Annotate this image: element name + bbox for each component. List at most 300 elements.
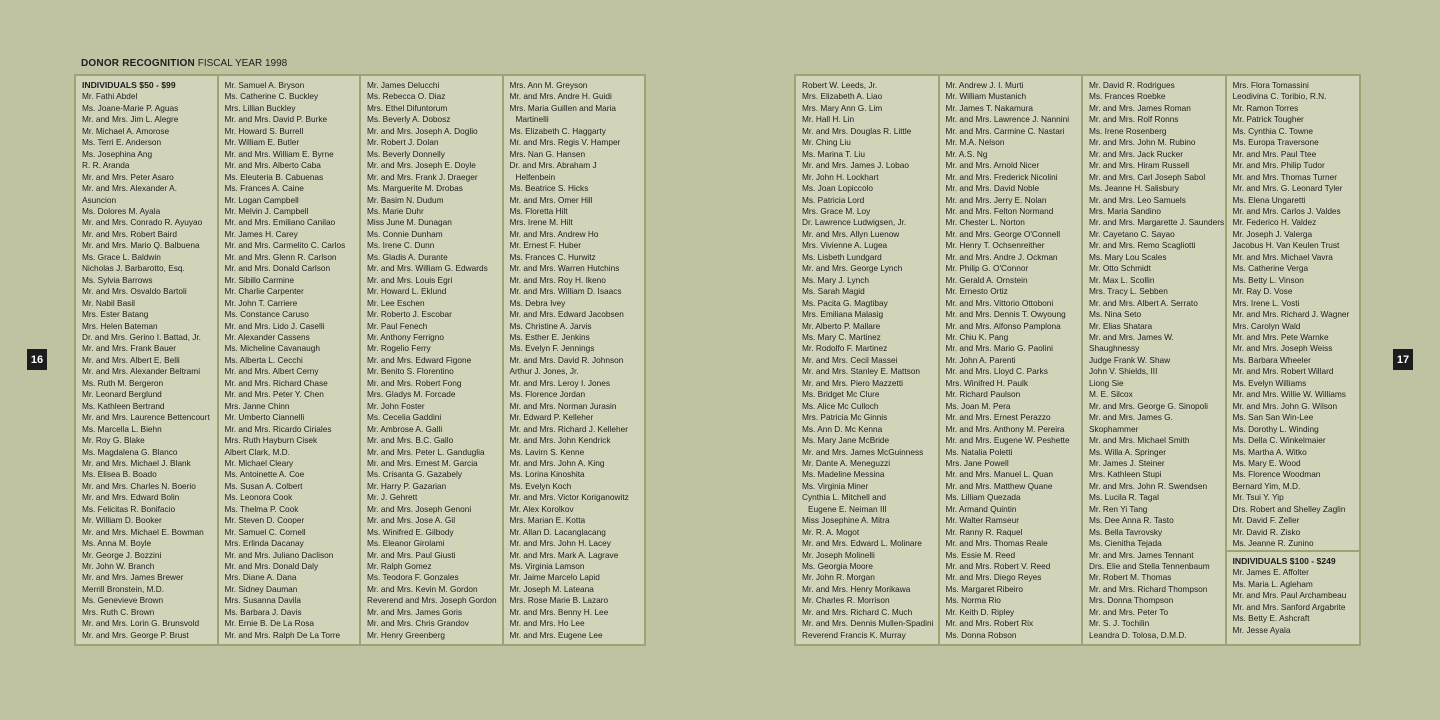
donor-name: Mr. Dante A. Meneguzzi bbox=[802, 457, 891, 468]
donor-name: Mr. Paul Fenech bbox=[367, 320, 428, 331]
donor-name: Ms. Ann D. Mc Kenna bbox=[802, 423, 883, 434]
donor-name: Mr. James J. Steiner bbox=[1089, 457, 1165, 468]
donor-name: Mrs. Helen Bateman bbox=[82, 320, 158, 331]
donor-name: Mr. and Mrs. Peter To bbox=[1089, 606, 1169, 617]
donor-name: Mrs. Lillian Buckley bbox=[224, 102, 296, 113]
donor-name: R. R. Aranda bbox=[82, 160, 130, 171]
donor-name: Ms. Donna Robson bbox=[945, 629, 1017, 640]
donor-name: Mrs. Maria Sandino bbox=[1089, 205, 1161, 216]
donor-name: Mr. and Mrs. Glenn R. Carlson bbox=[224, 251, 337, 262]
donor-name: Mr. Patrick Tougher bbox=[1232, 114, 1304, 125]
donor-name: Mr. and Mrs. Regis V. Hamper bbox=[509, 137, 621, 148]
donor-name: Ms. Sylvia Barrows bbox=[82, 274, 153, 285]
donor-name: Ms. Evelyn Koch bbox=[509, 480, 572, 491]
donor-name: Mr. and Mrs. James Roman bbox=[1089, 102, 1191, 113]
donor-name: Mr. and Mrs. Margarette J. Saunders bbox=[1089, 217, 1225, 228]
donor-name: Drs. Robert and Shelley Zaglin bbox=[1232, 503, 1346, 514]
donor-name: Mrs. Jane Powell bbox=[945, 457, 1009, 468]
donor-name: Mr. and Mrs. Edward Figone bbox=[367, 354, 472, 365]
donor-name: Ms. Grace L. Baldwin bbox=[82, 251, 161, 262]
donor-name: Mr. and Mrs. Hiram Russell bbox=[1089, 160, 1190, 171]
donor-name: Mr. Roberto J. Escobar bbox=[367, 309, 452, 320]
donor-name: Jacobus H. Van Keulen Trust bbox=[1232, 240, 1340, 251]
donor-name: Mr. M.A. Nelson bbox=[945, 137, 1005, 148]
donor-name: Mr. Roy G. Blake bbox=[82, 435, 145, 446]
donor-name: Mr. Michael Cleary bbox=[224, 457, 294, 468]
donor-name: Mr. Umberto Ciannelli bbox=[224, 412, 305, 423]
donor-name: Mr. Samuel A. Bryson bbox=[224, 80, 305, 90]
donor-name: Mrs. Diane A. Dana bbox=[224, 572, 297, 583]
donor-name: Mrs. Ann M. Greyson bbox=[509, 80, 588, 90]
donor-name: Mr. and Mrs. William G. Edwards bbox=[367, 263, 488, 274]
donor-name: Mr. and Mrs. Jim L. Alegre bbox=[82, 114, 179, 125]
donor-name: Ms. Margaret Ribeiro bbox=[945, 583, 1023, 594]
donor-name: Ms. Beatrice S. Hicks bbox=[509, 183, 589, 194]
donor-name: Mr. and Mrs. George P. Brust bbox=[82, 629, 189, 640]
donor-name: Ms. Gladis A. Durante bbox=[367, 251, 448, 262]
donor-name: Ms. Alberta L. Cecchi bbox=[224, 354, 303, 365]
donor-name: Mr. S. J. Tochilin bbox=[1089, 618, 1150, 629]
donor-column bbox=[504, 76, 645, 644]
donor-name: Ms. Catherine Verga bbox=[1232, 263, 1309, 274]
donor-name: Mr. and Mrs. Remo Scagliotti bbox=[1089, 240, 1196, 251]
donor-name: Mr. and Mrs. Mario Q. Balbuena bbox=[82, 240, 200, 251]
donor-column bbox=[1083, 76, 1225, 644]
donor-name: Mrs. Carolyn Wald bbox=[1232, 320, 1301, 331]
donor-name: Ms. Lisbeth Lundgard bbox=[802, 251, 882, 262]
donor-name: Mr. and Mrs. Andre J. Ockman bbox=[945, 251, 1058, 262]
page-number-left: 16 bbox=[27, 349, 47, 370]
donor-name: Mrs. Ester Batang bbox=[82, 309, 149, 320]
donor-column bbox=[796, 76, 938, 644]
donor-name: Mr. Richard Paulson bbox=[945, 389, 1021, 400]
donor-name: Mrs. Flora Tomassini bbox=[1232, 80, 1309, 90]
donor-name: Robert W. Leeds, Jr. bbox=[802, 80, 878, 90]
donor-name: Mr. and Mrs. Lido J. Caselli bbox=[224, 320, 325, 331]
donor-name: Mrs. Winifred H. Paulk bbox=[945, 377, 1029, 388]
donor-name: Liong Sie bbox=[1089, 377, 1124, 388]
donor-name: Mr. Ching Liu bbox=[802, 137, 851, 148]
donor-name: Mr. Sibillo Carmine bbox=[224, 274, 295, 285]
donor-name: Ms. Natalia Poletti bbox=[945, 446, 1013, 457]
donor-name: Mr. John A. Parenti bbox=[945, 354, 1016, 365]
donor-name: Mr. and Mrs. Roy H. Ikeno bbox=[509, 274, 606, 285]
donor-name: Ms. Elena Ungaretti bbox=[1232, 194, 1306, 205]
donor-name: Ms. Esther E. Jenkins bbox=[509, 331, 590, 342]
donor-name: Ms. Elizabeth C. Haggarty bbox=[509, 125, 606, 136]
donor-name: Mr. Tsui Y. Yip bbox=[1232, 492, 1284, 503]
donor-name: Mr. and Mrs. Frederick Nicolini bbox=[945, 171, 1058, 182]
donor-name: Mr. Hall H. Lin bbox=[802, 114, 855, 125]
donor-name: Mrs. Mary Ann G. Lim bbox=[802, 102, 883, 113]
donor-name: Mr. Elias Shatara bbox=[1089, 320, 1153, 331]
donor-name: Mr. Ernie B. De La Rosa bbox=[224, 618, 314, 629]
donor-name: Ms. Mary C. Martinez bbox=[802, 331, 881, 342]
donor-name: Mr. and Mrs. Lorin G. Brunsvold bbox=[82, 618, 200, 629]
donor-name: Mr. and Mrs. Rolf Ronns bbox=[1089, 114, 1179, 125]
donor-name: Mr. Ralph Gomez bbox=[367, 561, 432, 572]
donor-name: Mr. and Mrs. Michael Vavra bbox=[1232, 251, 1333, 262]
donor-name: Martinelli bbox=[515, 114, 549, 125]
donor-name: Ms. Barbara Wheeler bbox=[1232, 354, 1311, 365]
donor-name: Mr. and Mrs. Cecil Massei bbox=[802, 354, 898, 365]
donor-name: Mr. and Mrs. Eugene W. Peshette bbox=[945, 435, 1070, 446]
donor-name: Ms. Rebecca O. Diaz bbox=[367, 91, 446, 102]
donor-name: Mr. Alex Korolkov bbox=[509, 503, 574, 514]
donor-name: Mr. David R. Zisko bbox=[1232, 526, 1301, 537]
donor-name: Mr. and Mrs. Frank J. Draeger bbox=[367, 171, 478, 182]
donor-name: Mr. and Mrs. Vittorio Ottoboni bbox=[945, 297, 1054, 308]
donor-name: Ms. Willa A. Springer bbox=[1089, 446, 1166, 457]
donor-name: Mr. and Mrs. George Lynch bbox=[802, 263, 903, 274]
donor-name: Mr. William D. Booker bbox=[82, 515, 162, 526]
donor-name: Mr. and Mrs. Stanley E. Mattson bbox=[802, 366, 921, 377]
donor-name: Mr. Howard L. Eklund bbox=[367, 286, 447, 297]
donor-name: Mr. and Mrs. John A. King bbox=[509, 457, 605, 468]
donor-name: Mr. Alberto P. Mallare bbox=[802, 320, 881, 331]
donor-name: Mr. Robert J. Dolan bbox=[367, 137, 439, 148]
donor-column bbox=[940, 76, 1082, 644]
donor-name: Mr. and Mrs. Ho Lee bbox=[509, 618, 585, 629]
donor-name: Mr. Leonard Berglund bbox=[82, 389, 162, 400]
donor-name: Mr. and Mrs. Richard J. Wagner bbox=[1232, 309, 1350, 320]
donor-name: Mr. Walter Ramseur bbox=[945, 515, 1019, 526]
donor-name: Mr. and Mrs. Albert E. Belli bbox=[82, 354, 180, 365]
donor-name: Mr. and Mrs. Robert Rix bbox=[945, 618, 1034, 629]
donor-name: Mr. and Mrs. Alexander Beltrami bbox=[82, 366, 201, 377]
donor-name: Ms. Christine A. Jarvis bbox=[509, 320, 592, 331]
donor-name: Mr. Anthony Ferrigno bbox=[367, 331, 445, 342]
donor-name: Mr. and Mrs. Willie W. Williams bbox=[1232, 389, 1346, 400]
donor-name: Ms. Lorina Kinoshita bbox=[509, 469, 585, 480]
donor-name: Ms. Crisanta G. Gazabely bbox=[367, 469, 462, 480]
donor-name: Mr. Ernest F. Huber bbox=[509, 240, 581, 251]
donor-name: Mr. Joseph J. Valerga bbox=[1232, 228, 1313, 239]
donor-name: Mr. James H. Carey bbox=[224, 228, 298, 239]
donor-name: Mr. and Mrs. Matthew Quane bbox=[945, 480, 1053, 491]
donor-column-split bbox=[1227, 76, 1360, 644]
donor-name: Mr. and Mrs. Allyn Luenow bbox=[802, 228, 900, 239]
donor-column bbox=[361, 76, 502, 644]
donor-name: Helfenbein bbox=[515, 171, 556, 182]
donor-name: John V. Shields, III bbox=[1089, 366, 1158, 377]
donor-name: Ms. Cienitha Tejada bbox=[1089, 538, 1162, 549]
donor-name: Mr. and Mrs. David P. Burke bbox=[224, 114, 328, 125]
donor-name: Judge Frank W. Shaw bbox=[1089, 354, 1171, 365]
donor-name: Mr. George J. Bozzini bbox=[82, 549, 162, 560]
donor-name: Ms. Genevieve Brown bbox=[82, 595, 164, 606]
donor-name: Mr. and Mrs. James Tennant bbox=[1089, 549, 1194, 560]
donor-name: Mr. and Mrs. Richard Thompson bbox=[1089, 583, 1208, 594]
donor-name: Skophammer bbox=[1089, 423, 1139, 434]
donor-name: Mr. and Mrs. Benny H. Lee bbox=[509, 606, 609, 617]
donor-name: Ms. Felicitas R. Bonifacio bbox=[82, 503, 176, 514]
donor-name: Mr. and Mrs. Diego Reyes bbox=[945, 572, 1042, 583]
donor-name: Ms. Eleuteria B. Cabuenas bbox=[224, 171, 324, 182]
donor-name: Mr. and Mrs. Sanford Argabrite bbox=[1232, 601, 1346, 612]
donor-name: Mr. Sidney Dauman bbox=[224, 583, 298, 594]
donor-name: Ms. Irene Rosenberg bbox=[1089, 125, 1167, 136]
section-heading: INDIVIDUALS $100 - $249 bbox=[1232, 556, 1336, 566]
donor-name: Eugene E. Neiman III bbox=[808, 503, 887, 514]
donor-column bbox=[76, 76, 217, 644]
donor-name: Mr. and Mrs. Jerry E. Nolan bbox=[945, 194, 1047, 205]
donor-name: Ms. Terri E. Anderson bbox=[82, 137, 162, 148]
donor-name: Mr. and Mrs. Emiliano Canilao bbox=[224, 217, 336, 228]
donor-name: Ms. Mary Jane McBride bbox=[802, 435, 890, 446]
donor-name: Ms. Floretta Hilt bbox=[509, 205, 568, 216]
donor-name: Mr. and Mrs. Richard J. Kelleher bbox=[509, 423, 629, 434]
donor-name: Albert Clark, M.D. bbox=[224, 446, 290, 457]
page-number-right: 17 bbox=[1393, 349, 1413, 370]
donor-name: Ms. Frances Roebke bbox=[1089, 91, 1166, 102]
donor-name: Ms. Lavirn S. Kenne bbox=[509, 446, 585, 457]
donor-name: Merrill Bronstein, M.D. bbox=[82, 583, 165, 594]
donor-name: Ms. Mary Lou Scales bbox=[1089, 251, 1167, 262]
donor-name: Mrs. Ethel Difuntorum bbox=[367, 102, 448, 113]
donor-name: Ms. Teodora F. Gonzales bbox=[367, 572, 459, 583]
donor-name: Ms. Joan Lopiccolo bbox=[802, 183, 874, 194]
donor-name: Mr. and Mrs. Edward L. Molinare bbox=[802, 538, 922, 549]
donor-name: Mrs. Kathleen Stupi bbox=[1089, 469, 1162, 480]
donor-name: Mr. and Mrs. Andre H. Guidi bbox=[509, 91, 612, 102]
donor-column bbox=[1227, 76, 1360, 550]
donor-name: Mr. and Mrs. Joseph E. Doyle bbox=[367, 160, 476, 171]
donor-name: Dr. and Mrs. Abraham J bbox=[509, 160, 597, 171]
donor-name: Mr. and Mrs. Ricardo Ciriales bbox=[224, 423, 332, 434]
donor-name: Mr. James Delucchi bbox=[367, 80, 440, 90]
donor-name: Mr. and Mrs. B.C. Gallo bbox=[367, 435, 454, 446]
donor-name: Ms. San San Win-Lee bbox=[1232, 412, 1314, 423]
donor-name: Mr. David F. Zeller bbox=[1232, 515, 1300, 526]
donor-name: Mr. and Mrs. Alfonso Pamplona bbox=[945, 320, 1061, 331]
donor-name: Mr. and Mrs. Paul Archambeau bbox=[1232, 590, 1347, 601]
donor-name: Mr. Howard S. Burrell bbox=[224, 125, 304, 136]
donor-name: Mr. and Mrs. William E. Byrne bbox=[224, 148, 334, 159]
donor-name: Mr. and Mrs. Paul Giusti bbox=[367, 549, 456, 560]
donor-name: Mr. and Mrs. John M. Rubino bbox=[1089, 137, 1196, 148]
donor-name: Mr. and Mrs. Kevin M. Gordon bbox=[367, 583, 478, 594]
section-heading: INDIVIDUALS $50 - $99 bbox=[82, 80, 176, 90]
donor-name: Mr. and Mrs. Mario G. Paolini bbox=[945, 343, 1053, 354]
donor-name: Mr. and Mrs. Chris Grandov bbox=[367, 618, 469, 629]
donor-name: Mr. Nabil Basil bbox=[82, 297, 136, 308]
donor-name: Mrs. Donna Thompson bbox=[1089, 595, 1174, 606]
donor-name: Mr. and Mrs. Anthony M. Pereira bbox=[945, 423, 1065, 434]
donor-name: Mr. Philip G. O'Connor bbox=[945, 263, 1029, 274]
donor-name: Mr. Samuel C. Cornell bbox=[224, 526, 306, 537]
donor-name: Mr. and Mrs. Donald Carlson bbox=[224, 263, 331, 274]
donor-name: Reverend and Mrs. Joseph Gordon bbox=[367, 595, 497, 606]
donor-name: Miss June M. Dunagan bbox=[367, 217, 452, 228]
donor-name: Ms. Cecelia Gaddini bbox=[367, 412, 442, 423]
donor-name: Mrs. Patricia Mc Ginnis bbox=[802, 412, 888, 423]
donor-name: Ms. Lucila R. Tagal bbox=[1089, 492, 1159, 503]
donor-name: Mr. and Mrs. Joseph Genoni bbox=[367, 503, 472, 514]
donor-name: Ms. Frances C. Hurwitz bbox=[509, 251, 596, 262]
donor-name: Mr. Otto Schmidt bbox=[1089, 263, 1151, 274]
donor-name: Mr. and Mrs. Felton Normand bbox=[945, 205, 1054, 216]
donor-name: Mr. and Mrs. Eugene Lee bbox=[509, 629, 603, 640]
donor-name: Mr. and Mrs. Joseph A. Doglio bbox=[367, 125, 478, 136]
donor-name: Ms. Joan M. Pera bbox=[945, 400, 1011, 411]
donor-name: Mrs. Grace M. Loy bbox=[802, 205, 871, 216]
donor-name: Mr. Charles R. Morrison bbox=[802, 595, 890, 606]
donor-name: Mr. and Mrs. Michael Smith bbox=[1089, 435, 1190, 446]
header-title: DONOR RECOGNITION bbox=[81, 58, 195, 69]
donor-name: Mr. and Mrs. Lawrence J. Nannini bbox=[945, 114, 1070, 125]
donor-name: Mrs. Vivienne A. Lugea bbox=[802, 240, 888, 251]
donor-name: Mr. Armand Quintin bbox=[945, 503, 1017, 514]
donor-name: Ms. Dee Anna R. Tasto bbox=[1089, 515, 1174, 526]
donor-name: Ms. Debra Ivey bbox=[509, 297, 566, 308]
donor-name: Ms. Marcella L. Biehn bbox=[82, 423, 162, 434]
donor-name: Mr. and Mrs. Peter Asaro bbox=[82, 171, 174, 182]
donor-name: Ms. Bridget Mc Clure bbox=[802, 389, 880, 400]
donor-name: Mr. Joseph Molinelli bbox=[802, 549, 875, 560]
header-subtitle: FISCAL YEAR 1998 bbox=[197, 58, 288, 69]
donor-name: Mr. and Mrs. Carmelito C. Carlos bbox=[224, 240, 346, 251]
donor-name: Mr. and Mrs. Edward Jacobsen bbox=[509, 309, 624, 320]
donor-name: Mr. and Mrs. Andrew Ho bbox=[509, 228, 599, 239]
donor-name: Mr. and Mrs. William D. Isaacs bbox=[509, 286, 622, 297]
donor-name: Mr. R. A. Mogot bbox=[802, 526, 860, 537]
donor-name: Ms. Europa Traversone bbox=[1232, 137, 1319, 148]
donor-name: Leandra D. Tolosa, D.M.D. bbox=[1089, 629, 1187, 640]
donor-name: Mr. Ramon Torres bbox=[1232, 102, 1299, 113]
donor-name: Mr. Jaime Marcelo Lapid bbox=[509, 572, 600, 583]
donor-name: Ms. Constance Caruso bbox=[224, 309, 309, 320]
donor-name: Leodivina C. Toribio, R.N. bbox=[1232, 91, 1327, 102]
donor-name: Mr. and Mrs. James W. bbox=[1089, 331, 1174, 342]
donor-name: Mrs. Maria Guillen and Maria bbox=[509, 102, 617, 113]
donor-name: Mr. and Mrs. Manuel L. Quan bbox=[945, 469, 1053, 480]
donor-name: Mr. and Mrs. Philip Tudor bbox=[1232, 160, 1325, 171]
donor-name: Ms. Patricia Lord bbox=[802, 194, 865, 205]
donor-name: Mr. and Mrs. Conrado R. Ayuyao bbox=[82, 217, 203, 228]
donor-name: Mr. and Mrs. Peter L. Ganduglia bbox=[367, 446, 485, 457]
donor-name: Mr. and Mrs. Donald Daly bbox=[224, 561, 319, 572]
donor-name: Mr. Fathi Abdel bbox=[82, 91, 138, 102]
donor-name: Ms. Betty E. Ashcraft bbox=[1232, 613, 1310, 624]
donor-name: Mr. and Mrs. James Goris bbox=[367, 606, 462, 617]
donor-name: Mr. and Mrs. Arnold Nicer bbox=[945, 160, 1040, 171]
donor-name: Ms. Florence Woodman bbox=[1232, 469, 1321, 480]
donor-name: Ms. Thelma P. Cook bbox=[224, 503, 299, 514]
donor-name: M. E. Silcox bbox=[1089, 389, 1133, 400]
donor-name: Mr. and Mrs. Alberto Caba bbox=[224, 160, 321, 171]
donor-name: Mr. and Mrs. George G. Sinopoli bbox=[1089, 400, 1208, 411]
donor-name: Mr. and Mrs. John R. Swendsen bbox=[1089, 480, 1208, 491]
donor-name: Ms. Magdalena G. Blanco bbox=[82, 446, 178, 457]
donor-name: Ms. Evelyn Williams bbox=[1232, 377, 1307, 388]
donor-name: Mr. and Mrs. Dennis Mullen-Spadini bbox=[802, 618, 934, 629]
donor-name: Mr. and Mrs. Jose A. Gil bbox=[367, 515, 456, 526]
donor-name: Mr. William Mustanich bbox=[945, 91, 1027, 102]
donor-name: Mr. Max L. Scollin bbox=[1089, 274, 1155, 285]
donor-name: Mr. and Mrs. Carlos J. Valdes bbox=[1232, 205, 1341, 216]
donor-name: Mr. Jesse Ayala bbox=[1232, 624, 1291, 635]
donor-name: Ms. Winifred E. Gilbody bbox=[367, 526, 454, 537]
donor-name: Mr. and Mrs. Mark A. Lagrave bbox=[509, 549, 619, 560]
donor-name: Mrs. Ruth Hayburn Cisek bbox=[224, 435, 318, 446]
donor-name: Mr. and Mrs. Michael J. Blank bbox=[82, 457, 191, 468]
donor-name: Mrs. Emiliana Malasig bbox=[802, 309, 884, 320]
donor-name: Ms. Della C. Winkelmaier bbox=[1232, 435, 1326, 446]
donor-name: Mr. Ray D. Vose bbox=[1232, 286, 1293, 297]
donor-name: Ms. Ruth M. Bergeron bbox=[82, 377, 164, 388]
donor-name: Ms. Eleanor Girolami bbox=[367, 538, 445, 549]
donor-name: Ms. Dorothy L. Winding bbox=[1232, 423, 1319, 434]
donor-name: Mr. Ambrose A. Galli bbox=[367, 423, 443, 434]
donor-name: Mr. and Mrs. Thomas Reale bbox=[945, 538, 1048, 549]
donor-name: Mr. and Mrs. David Noble bbox=[945, 183, 1040, 194]
donor-section-box bbox=[1227, 552, 1360, 644]
donor-name: Mr. and Mrs. Norman Jurasin bbox=[509, 400, 617, 411]
donor-name: Mr. Steven D. Cooper bbox=[224, 515, 305, 526]
donor-name: Ms. Jeanne R. Zunino bbox=[1232, 538, 1314, 549]
donor-name: Ms. Alice Mc Culloch bbox=[802, 400, 879, 411]
donor-name: Mr. and Mrs. Carmine C. Nastari bbox=[945, 125, 1065, 136]
donor-name: Mr. and Mrs. James McGuinness bbox=[802, 446, 924, 457]
donor-name: Mr. and Mrs. James Brewer bbox=[82, 572, 184, 583]
donor-name: Ms. Cynthia C. Towne bbox=[1232, 125, 1314, 136]
donor-name: Mr. and Mrs. Dennis T. Owyoung bbox=[945, 309, 1066, 320]
donor-name: Mr. and Mrs. Carl Joseph Sabol bbox=[1089, 171, 1206, 182]
donor-name: Ms. Irene C. Dunn bbox=[367, 240, 435, 251]
donor-name: Mrs. Marian E. Kotta bbox=[509, 515, 586, 526]
donor-name: Mr. John W. Branch bbox=[82, 561, 155, 572]
donor-name: Mr. John T. Carriere bbox=[224, 297, 298, 308]
donor-name: Mrs. Irene L. Vosti bbox=[1232, 297, 1300, 308]
donor-name: Ms. Betty L. Vinson bbox=[1232, 274, 1304, 285]
donor-name: Mr. and Mrs. G. Leonard Tyler bbox=[1232, 183, 1343, 194]
donor-name: Mr. Harry P. Gazarian bbox=[367, 480, 447, 491]
donor-name: Ms. Sarah Magid bbox=[802, 286, 865, 297]
donor-name: Mr. and Mrs. Leo Samuels bbox=[1089, 194, 1186, 205]
donor-name: Mr. and Mrs. Joseph Weiss bbox=[1232, 343, 1333, 354]
donor-name: Ms. Catherine C. Buckley bbox=[224, 91, 319, 102]
donor-name: Mrs. Nan G. Hansen bbox=[509, 148, 586, 159]
donor-name: Mr. Michael A. Amorose bbox=[82, 125, 170, 136]
donor-name: Mr. Ernesto Ortiz bbox=[945, 286, 1008, 297]
donor-name: Mr. Rodolfo F. Martinez bbox=[802, 343, 888, 354]
donor-name: Mr. John H. Lockhart bbox=[802, 171, 879, 182]
donor-name: Arthur J. Jones, Jr. bbox=[509, 366, 579, 377]
donor-name: Mr. and Mrs. John Kendrick bbox=[509, 435, 611, 446]
donor-name: Mr. and Mrs. Jack Rucker bbox=[1089, 148, 1184, 159]
donor-name: Mr. James T. Nakamura bbox=[945, 102, 1033, 113]
donor-name: Mr. and Mrs. Pete Warnke bbox=[1232, 331, 1329, 342]
donor-name: Ms. Bella Tavrovsky bbox=[1089, 526, 1163, 537]
donor-name: Ms. Kathleen Bertrand bbox=[82, 400, 165, 411]
donor-name: Ms. Elisea B. Boado bbox=[82, 469, 157, 480]
donor-name: Mr. and Mrs. Louis Egri bbox=[367, 274, 453, 285]
donor-column bbox=[219, 76, 360, 644]
donor-name: Mr. Henry Greenberg bbox=[367, 629, 445, 640]
donor-name: Mr. and Mrs. John H. Lacey bbox=[509, 538, 611, 549]
donor-name: Dr. and Mrs. Gerino I. Battad, Jr. bbox=[82, 331, 201, 342]
donor-name: Mr. Cayetano C. Sayao bbox=[1089, 228, 1175, 239]
donor-name: Mr. Logan Campbell bbox=[224, 194, 299, 205]
donor-name: Ms. Marguerite M. Drobas bbox=[367, 183, 463, 194]
donor-name: Bernard Yim, M.D. bbox=[1232, 480, 1301, 491]
donor-name: Mr. and Mrs. Alexander A. bbox=[82, 183, 177, 194]
donor-name: Mr. Melvin J. Campbell bbox=[224, 205, 309, 216]
donor-name: Mr. and Mrs. Robert Willard bbox=[1232, 366, 1334, 377]
donor-name: Ms. Joane-Marie P. Aguas bbox=[82, 102, 179, 113]
donor-name: Mr. Joseph M. Lateana bbox=[509, 583, 594, 594]
